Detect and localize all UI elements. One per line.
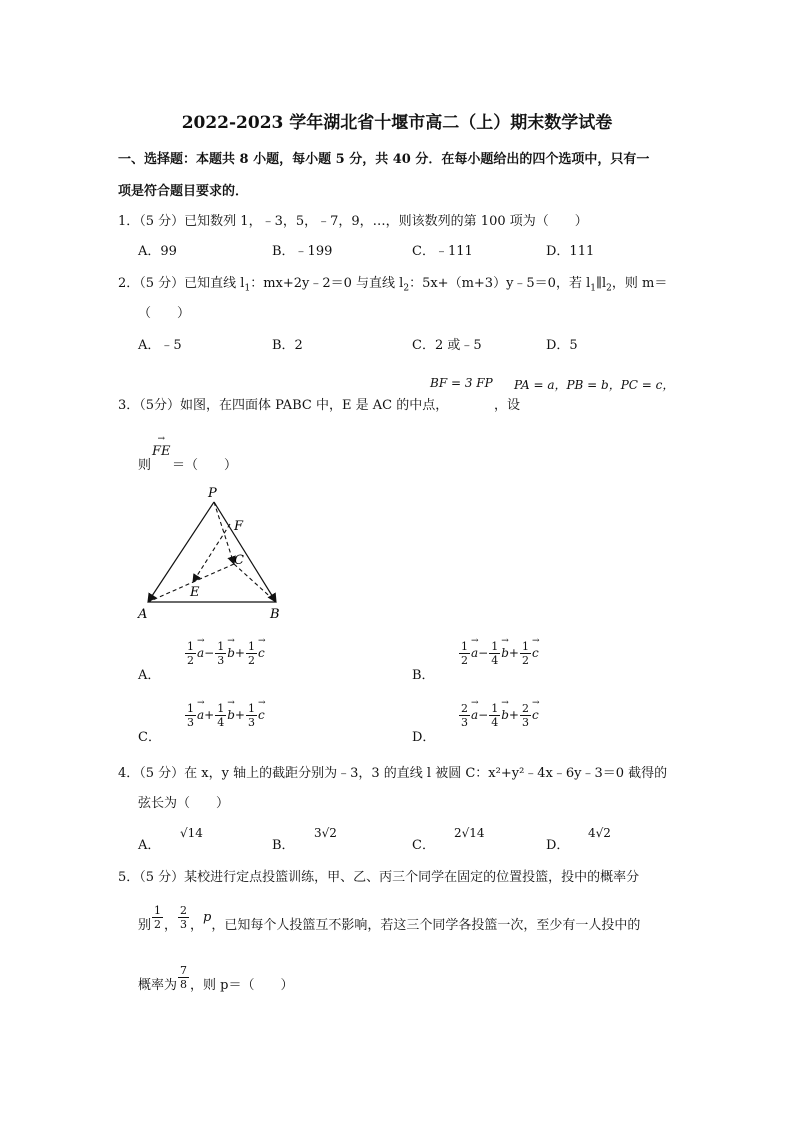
- q2-sub-1: 1: [244, 283, 251, 294]
- question-4-stem-line2: 弦长为（ ）: [138, 796, 230, 811]
- q3b-frac-3: [520, 640, 531, 667]
- frac-num: 1: [247, 702, 255, 715]
- q4-option-a-letter: A．: [138, 838, 161, 853]
- frac-num: 1: [521, 640, 529, 653]
- frac-num: 1: [491, 640, 499, 653]
- frac-den: 3: [521, 716, 529, 729]
- q3-equals-blank: ＝（ ）: [172, 458, 238, 473]
- q2-option-a: A．﹣5: [138, 338, 182, 353]
- operator: +: [508, 646, 519, 660]
- q4-option-b-letter: B．: [272, 838, 295, 853]
- operator: −: [478, 646, 489, 660]
- q5-line3-rest: ，则 p＝（ ）: [190, 978, 294, 993]
- segment-fe: [193, 524, 230, 582]
- q5-prefix: 别: [138, 918, 152, 933]
- frac-num: 1: [461, 640, 468, 653]
- operator: −: [204, 646, 215, 660]
- q2-option-c: C．2 或﹣5: [412, 338, 482, 353]
- section-heading-line1: 一、选择题：本题共 8 小题，每小题 5 分，共 40 分．在每小题给出的四个选项中，只有一: [118, 152, 650, 167]
- frac-den: 4: [217, 716, 225, 729]
- label-b: B: [270, 607, 280, 622]
- question-5-stem: 5．（5 分）某校进行定点投篮训练，甲、乙、丙三个同学在固定的位置投篮，投中的概率分: [118, 870, 640, 885]
- q3b-frac-1: [459, 640, 470, 667]
- frac-den: 3: [217, 654, 225, 667]
- q3c-frac-2: [215, 702, 226, 729]
- question-3-stem: 3．（5分）如图，在四面体 PABC 中，E 是 AC 的中点，: [118, 398, 449, 413]
- q1-option-b: B．﹣199: [272, 244, 333, 259]
- q3-then: 则: [138, 458, 152, 473]
- q3b-frac-2: [489, 640, 500, 667]
- frac-den: 3: [180, 918, 188, 931]
- q3-option-a-letter: A．: [138, 668, 161, 683]
- q2-text-e: ，则 m＝: [611, 276, 668, 291]
- label-c: C: [234, 553, 244, 568]
- operator: +: [234, 708, 245, 722]
- q3d-frac-3: [520, 702, 531, 729]
- frac-num: 2: [521, 702, 529, 715]
- q5-line2-rest: ，已知每个人投篮互不影响，若这三个同学各投篮一次，至少有一人投中的: [211, 918, 641, 933]
- q3-option-d-expr: [458, 702, 539, 729]
- label-a: A: [138, 607, 148, 622]
- operator: +: [508, 708, 519, 722]
- q5-comma: ，: [164, 918, 178, 933]
- q3-option-a-expr: [184, 640, 265, 667]
- q4-option-b-value: 3√2: [314, 826, 337, 840]
- q1-option-d: D．111: [546, 244, 595, 259]
- vec-b: → b: [227, 640, 235, 660]
- q2-sub-4: 2: [606, 283, 612, 294]
- q3d-frac-2: [489, 702, 500, 729]
- q3-condition-vectors: [514, 376, 674, 393]
- question-4-stem: 4．（5 分）在 x，y 轴上的截距分别为﹣3，3 的直线 l 被圆 C：x²+y²﹣4x﹣6y﹣3＝0 截得的: [118, 766, 668, 781]
- frac-den: 4: [491, 716, 499, 729]
- frac-num: 2: [461, 702, 468, 715]
- frac-den: 2: [154, 918, 162, 931]
- q2-text-b: ：mx+2y﹣2＝0 与直线 l: [250, 276, 404, 291]
- q5-comma: ，: [190, 918, 204, 933]
- vec-c: → c: [532, 702, 539, 722]
- question-5-line2: [138, 904, 640, 933]
- vec-c: → c: [258, 640, 265, 660]
- frac-num: 1: [154, 904, 162, 917]
- frac-num: 1: [187, 702, 194, 715]
- frac-num: 1: [491, 702, 499, 715]
- vec-a: → a: [197, 640, 204, 660]
- vec-c: → c: [532, 640, 539, 660]
- q5-p: p: [203, 910, 212, 925]
- q3c-frac-3: [246, 702, 257, 729]
- q3c-frac-1: [185, 702, 196, 729]
- question-1-stem: 1．（5 分）已知数列 1，﹣3，5，﹣7，9，…，则该数列的第 100 项为（ ）: [118, 214, 588, 229]
- q4-option-d-value: 4√2: [588, 826, 611, 840]
- label-e: E: [190, 585, 200, 600]
- frac-den: 2: [461, 654, 468, 667]
- q3-condition-bf: [430, 376, 493, 391]
- q5-prefix-2: 概率为: [138, 978, 178, 993]
- question-5-line3: [138, 964, 293, 993]
- q2-sub-2: 2: [403, 283, 410, 294]
- vec-b: → b: [501, 640, 509, 660]
- q3-option-c-letter: C．: [138, 730, 161, 745]
- q3-fe-vector: [152, 438, 171, 459]
- q5-frac-2: [178, 904, 189, 931]
- q2-option-d: D．5: [546, 338, 578, 353]
- frac-den: 2: [187, 654, 194, 667]
- vec-a: → a: [471, 640, 478, 660]
- q1-option-a: A．99: [138, 244, 177, 259]
- frac-den: 2: [247, 654, 255, 667]
- operator: +: [234, 646, 245, 660]
- frac-den: 2: [521, 654, 529, 667]
- frac-den: 3: [187, 716, 194, 729]
- vec-c: → c: [258, 702, 265, 722]
- q2-option-b: B．2: [272, 338, 303, 353]
- frac-den: 3: [247, 716, 255, 729]
- tetrahedron-figure: [130, 484, 290, 624]
- frac-num: 2: [180, 904, 188, 917]
- question-2-stem-line2: （ ）: [138, 306, 191, 321]
- q5-frac-4: [178, 964, 189, 991]
- vec-b: → b: [501, 702, 509, 722]
- operator: −: [478, 708, 489, 722]
- operator: +: [204, 708, 215, 722]
- q4-option-c-letter: C．: [412, 838, 435, 853]
- frac-num: 1: [187, 640, 194, 653]
- q3-condition-bf-text: BF = 3 FP: [430, 376, 493, 390]
- q3d-frac-1: [459, 702, 470, 729]
- frac-num: 1: [217, 640, 225, 653]
- q3-option-b-expr: [458, 640, 539, 667]
- frac-den: 8: [180, 978, 188, 991]
- q4-option-a-value: √14: [180, 826, 203, 840]
- frac-num: 1: [247, 640, 255, 653]
- label-p: P: [208, 486, 217, 501]
- frac-den: 3: [461, 716, 468, 729]
- q1-option-c: C．﹣111: [412, 244, 473, 259]
- label-f: F: [234, 519, 244, 534]
- q3-option-b-letter: B．: [412, 668, 435, 683]
- frac-num: 1: [217, 702, 225, 715]
- q3-condition-vectors-text: PA = a，PB = b，PC = c，: [514, 378, 675, 392]
- q5-frac-1: [152, 904, 163, 931]
- q3a-frac-1: [185, 640, 196, 667]
- frac-num: 7: [180, 964, 188, 977]
- question-2-stem: [118, 272, 667, 294]
- q3a-frac-3: [246, 640, 257, 667]
- vec-a: → a: [471, 702, 478, 722]
- page-title: 2022-2023 学年湖北省十堰市高二（上）期末数学试卷: [181, 113, 613, 133]
- q4-option-c-value: 2√14: [454, 826, 485, 840]
- q2-text-c: ：5x+（m+3）y﹣5＝0，若 l: [409, 276, 591, 291]
- q3-option-c-expr: [184, 702, 265, 729]
- edge-pb: [214, 502, 276, 602]
- frac-den: 4: [491, 654, 499, 667]
- q3a-frac-2: [215, 640, 226, 667]
- vec-b: → b: [227, 702, 235, 722]
- q2-text-a: 2．（5 分）已知直线 l: [118, 276, 245, 291]
- q3-option-d-letter: D．: [412, 730, 436, 745]
- q4-option-d-letter: D．: [546, 838, 570, 853]
- q2-sub-3: 1: [590, 283, 596, 294]
- q2-text-d: ∥l: [595, 276, 607, 291]
- q3-set-word: ，设: [494, 398, 521, 413]
- vec-a: → a: [197, 702, 204, 722]
- q3-fe-label: → FE: [152, 438, 171, 459]
- section-heading-line2: 项是符合题目要求的．: [118, 184, 249, 199]
- edge-bc: [234, 564, 276, 602]
